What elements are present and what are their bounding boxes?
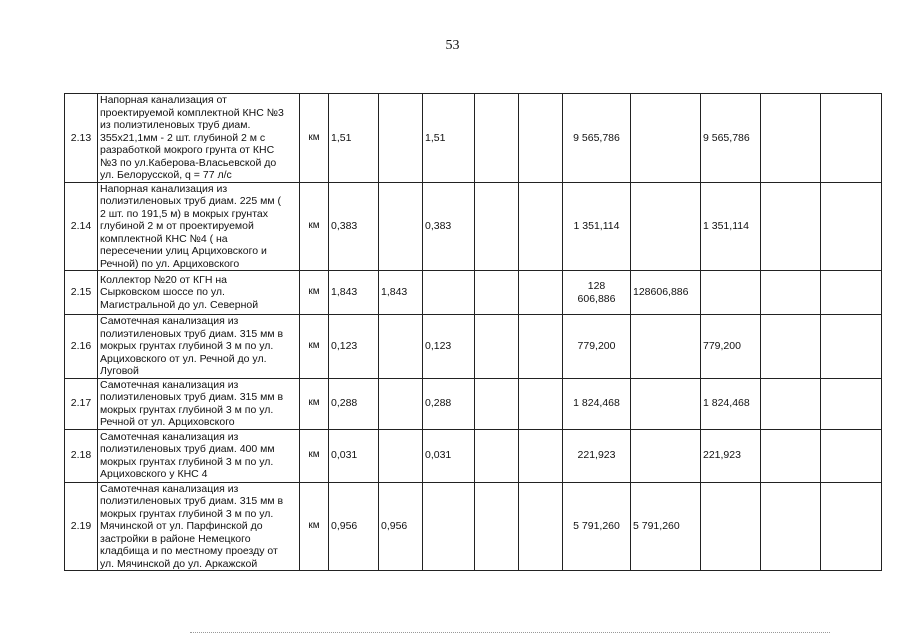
cost-total: 9 565,786 — [563, 94, 631, 183]
empty-col-e — [761, 182, 821, 271]
cost-col-b: 1 351,114 — [701, 182, 761, 271]
unit-cell: км — [300, 482, 329, 571]
empty-col-f — [821, 315, 882, 379]
row-description: Самотечная канализация из полиэтиленовых труб диам. 400 мм мокрых грунтах глубиной 3 м по ул. Арциховского у КНС 4 — [98, 429, 300, 482]
length-col-a — [379, 315, 423, 379]
empty-col-f — [821, 271, 882, 315]
cost-total: 5 791,260 — [563, 482, 631, 571]
row-number: 2.13 — [65, 94, 98, 183]
length-total: 0,383 — [329, 182, 379, 271]
empty-col-e — [761, 94, 821, 183]
empty-col-c — [475, 378, 519, 429]
page-number: 53 — [445, 38, 460, 53]
row-description: Напорная канализация от проектируемой комплектной КНС №3 из полиэтиленовых труб диам. 355x21,1мм - 2 шт. глубиной 2 м с разработкой мокрого грунта от КНС №3 по ул.Каберова-Власьевской до ул. Белорусской, q = 77 л/с — [98, 94, 300, 183]
cost-col-a: 5 791,260 — [631, 482, 701, 571]
length-total: 0,288 — [329, 378, 379, 429]
unit-cell: км — [300, 378, 329, 429]
length-col-a: 1,843 — [379, 271, 423, 315]
cost-col-a — [631, 315, 701, 379]
length-total: 0,123 — [329, 315, 379, 379]
cost-total: 1 824,468 — [563, 378, 631, 429]
empty-col-d — [519, 182, 563, 271]
cost-col-a — [631, 94, 701, 183]
empty-col-f — [821, 94, 882, 183]
empty-col-e — [761, 378, 821, 429]
empty-col-d — [519, 94, 563, 183]
length-total: 1,843 — [329, 271, 379, 315]
empty-col-f — [821, 182, 882, 271]
row-number: 2.17 — [65, 378, 98, 429]
row-description: Коллектор №20 от КГН на Сырковском шоссе по ул. Магистральной до ул. Северной — [98, 271, 300, 315]
empty-col-c — [475, 315, 519, 379]
row-number: 2.18 — [65, 429, 98, 482]
table-row — [65, 315, 882, 379]
length-total: 0,956 — [329, 482, 379, 571]
row-description: Самотечная канализация из полиэтиленовых труб диам. 315 мм в мокрых грунтах глубиной 3 м по ул. Мячинской от ул. Парфинской до застройки в районе Немецкого кладбища и по местному проезду от ул. Мячинской до ул. Аркажской — [98, 482, 300, 571]
length-col-a: 0,956 — [379, 482, 423, 571]
unit-cell: км — [300, 429, 329, 482]
row-number: 2.19 — [65, 482, 98, 571]
table-row — [65, 271, 882, 315]
cost-col-b: 1 824,468 — [701, 378, 761, 429]
row-number: 2.14 — [65, 182, 98, 271]
length-col-b — [423, 482, 475, 571]
empty-col-e — [761, 315, 821, 379]
length-col-b: 1,51 — [423, 94, 475, 183]
works-table — [64, 93, 882, 571]
cost-col-b — [701, 271, 761, 315]
length-col-b — [423, 271, 475, 315]
cost-col-a — [631, 378, 701, 429]
row-number: 2.15 — [65, 271, 98, 315]
cost-total: 221,923 — [563, 429, 631, 482]
row-number: 2.16 — [65, 315, 98, 379]
empty-col-e — [761, 482, 821, 571]
row-description: Самотечная канализация из полиэтиленовых труб диам. 315 мм в мокрых грунтах глубиной 3 м по ул. Арциховского от ул. Речной до ул. Луговой — [98, 315, 300, 379]
length-col-a — [379, 429, 423, 482]
table-row — [65, 94, 882, 183]
empty-col-c — [475, 429, 519, 482]
cost-col-a: 128606,886 — [631, 271, 701, 315]
table-row — [65, 482, 882, 571]
empty-col-d — [519, 378, 563, 429]
empty-col-c — [475, 482, 519, 571]
empty-col-e — [761, 271, 821, 315]
table-row — [65, 429, 882, 482]
empty-col-f — [821, 429, 882, 482]
empty-col-d — [519, 482, 563, 571]
table-row — [65, 378, 882, 429]
cost-total: 1 351,114 — [563, 182, 631, 271]
empty-col-d — [519, 271, 563, 315]
unit-cell: км — [300, 315, 329, 379]
row-description: Напорная канализация из полиэтиленовых труб диам. 225 мм ( 2 шт. по 191,5 м) в мокрых грунтах глубиной 2 м от проектируемой комплектной КНС №4 ( на пересечении улиц Арциховского и Речной) по ул. Арциховского — [98, 182, 300, 271]
empty-col-f — [821, 482, 882, 571]
length-col-a — [379, 94, 423, 183]
cost-col-b: 9 565,786 — [701, 94, 761, 183]
length-col-b: 0,031 — [423, 429, 475, 482]
scan-artifact-line — [190, 632, 830, 636]
table-row — [65, 182, 882, 271]
length-total: 1,51 — [329, 94, 379, 183]
unit-cell: км — [300, 271, 329, 315]
length-col-b: 0,383 — [423, 182, 475, 271]
unit-cell: км — [300, 94, 329, 183]
cost-total: 128 606,886 — [563, 271, 631, 315]
row-description: Самотечная канализация из полиэтиленовых труб диам. 315 мм в мокрых грунтах глубиной 3 м по ул. Речной от ул. Арциховского — [98, 378, 300, 429]
length-total: 0,031 — [329, 429, 379, 482]
cost-total: 779,200 — [563, 315, 631, 379]
cost-col-a — [631, 429, 701, 482]
empty-col-f — [821, 378, 882, 429]
empty-col-e — [761, 429, 821, 482]
empty-col-d — [519, 315, 563, 379]
length-col-b: 0,288 — [423, 378, 475, 429]
cost-col-a — [631, 182, 701, 271]
length-col-a — [379, 182, 423, 271]
cost-col-b: 221,923 — [701, 429, 761, 482]
empty-col-d — [519, 429, 563, 482]
cost-col-b: 779,200 — [701, 315, 761, 379]
empty-col-c — [475, 94, 519, 183]
unit-cell: км — [300, 182, 329, 271]
empty-col-c — [475, 271, 519, 315]
cost-col-b — [701, 482, 761, 571]
empty-col-c — [475, 182, 519, 271]
length-col-a — [379, 378, 423, 429]
length-col-b: 0,123 — [423, 315, 475, 379]
